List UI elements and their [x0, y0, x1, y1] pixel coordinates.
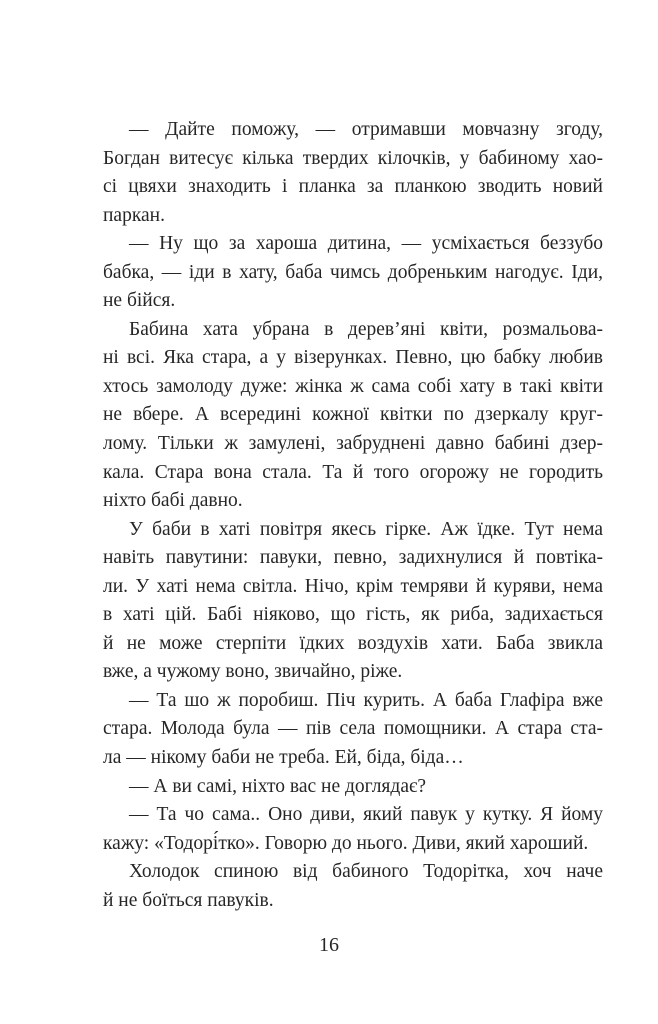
- paragraph: [103, 773, 603, 802]
- text-line: — Дайте поможу, — отримавши мовчазну згоду,: [129, 119, 603, 140]
- text-line: не вбере. А всередині кожної квітки по дзеркалу круг-: [103, 404, 603, 426]
- text-line: вже, а чужому воно, звичайно, ріже.: [103, 661, 403, 683]
- text-line: — А ви самі, ніхто вас не доглядає?: [129, 775, 426, 797]
- paragraph: [103, 858, 603, 915]
- paragraph: [103, 116, 603, 230]
- text-line: ла — нікому баби не треба. Ей, біда, біда…: [103, 747, 464, 769]
- text-line: — Та шо ж поробиш. Піч курить. А баба Глафіра вже: [129, 689, 603, 711]
- text-line: в хаті цій. Бабі ніяково, що гість, як риба, задихається: [103, 604, 603, 626]
- text-line: навіть павутини: павуки, певно, задихнулися й повтіка-: [103, 547, 603, 569]
- paragraph: [103, 230, 603, 316]
- text-line: й не може стерпіти їдких воздухів хати. Баба звикла: [103, 632, 603, 654]
- text-line: ні всі. Яка стара, а у візерунках. Певно, цю бабку любив: [103, 347, 603, 369]
- text-line: хтось замолоду дуже: жінка ж сама собі хату в такі квіти: [103, 375, 603, 397]
- paragraph: [103, 516, 603, 687]
- paragraph: [103, 801, 603, 858]
- text-block: [103, 116, 603, 915]
- text-line: Богдан витесує кілька твердих кілочків, у бабиному хао-: [103, 147, 603, 169]
- page-number: 16: [319, 934, 339, 956]
- text-line: й не боїться павуків.: [103, 889, 274, 911]
- text-line: — Ну що за хароша дитина, — усміхається беззубо: [129, 233, 603, 255]
- text-line: Холодок спиною від бабиного Тодорітка, хоч наче: [129, 861, 603, 883]
- text-line: кала. Стара вона стала. Та й того огорожу не городить: [103, 461, 603, 483]
- text-line: не бійся.: [103, 290, 176, 312]
- text-line: паркан.: [103, 204, 165, 226]
- text-line: сі цвяхи знаходить і планка за планкою зводить новий: [103, 176, 603, 198]
- text-line: стара. Молода була — пів села помощники. А стара ста-: [103, 718, 603, 740]
- text-line: лому. Тільки ж замулені, забруднені давно бабині дзер-: [103, 433, 603, 455]
- text-line: ніхто бабі давно.: [103, 490, 243, 512]
- text-line: бабка, — іди в хату, баба чимсь добреньким нагодує. Іди,: [103, 261, 603, 283]
- text-line: кажу: «Тодорі́тко». Говорю до нього. Диви, який хароший.: [103, 832, 589, 854]
- text-line: У баби в хаті повітря якесь гірке. Аж їдке. Тут нема: [129, 518, 603, 540]
- text-line: ли. У хаті нема світла. Нічо, крім темряви й куряви, нема: [103, 575, 603, 597]
- text-line: Бабина хата убрана в дерев’яні квіти, розмальова-: [129, 318, 603, 340]
- paragraph: [103, 316, 603, 516]
- paragraph: [103, 687, 603, 773]
- text-line: — Та чо сама.. Оно диви, який павук у кутку. Я йому: [129, 804, 603, 826]
